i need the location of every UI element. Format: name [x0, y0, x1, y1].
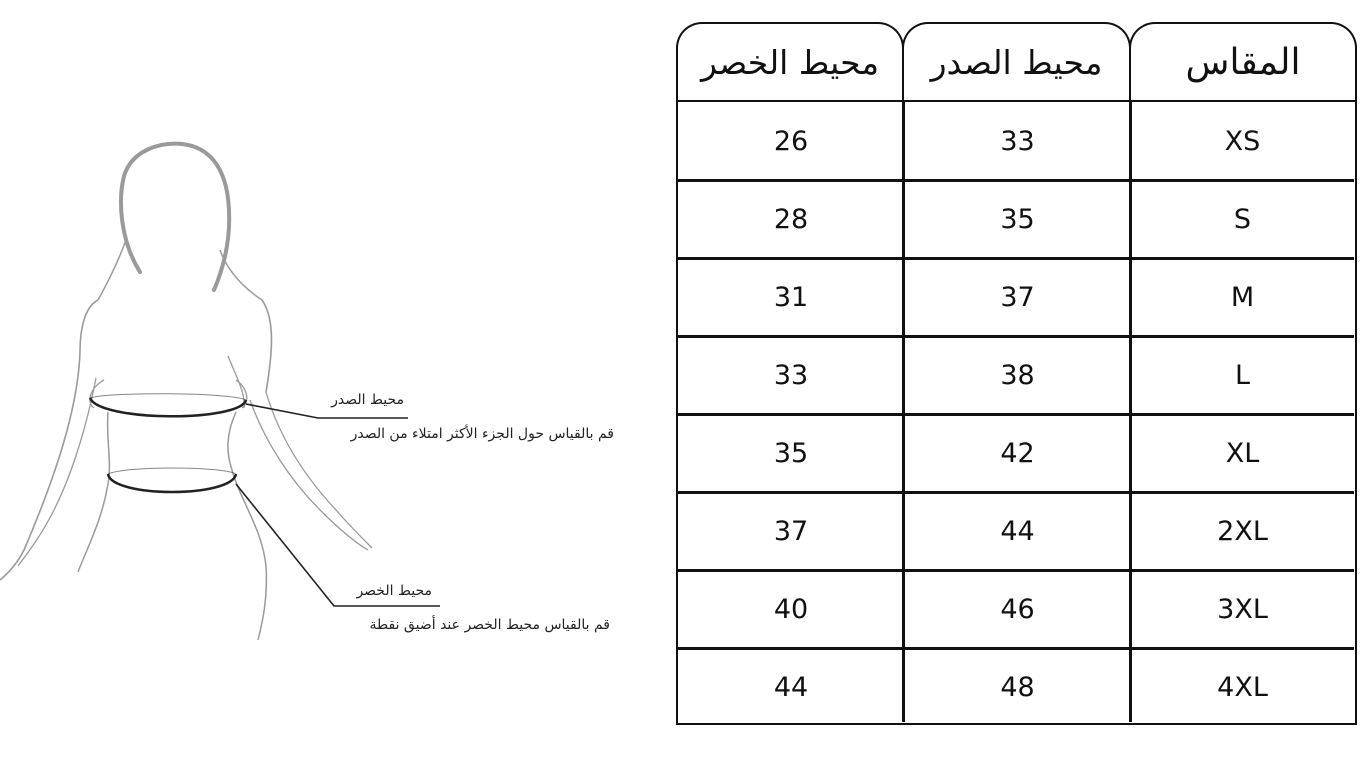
cell-waist: 35	[773, 437, 809, 469]
table-row	[678, 570, 1354, 648]
chest-instruction: قم بالقياس حول الجزء الأكثر امتلاء من الصدر	[350, 426, 614, 442]
cell-waist: 37	[773, 515, 809, 547]
cell-size: 2XL	[1217, 515, 1268, 547]
header-waist: محيط الخصر	[676, 22, 904, 100]
woman-silhouette-illustration	[0, 0, 660, 773]
cell-size: XS	[1224, 125, 1261, 157]
table-row	[678, 336, 1354, 414]
cell-size: 4XL	[1217, 671, 1268, 703]
table-row	[678, 492, 1354, 570]
table-row	[678, 102, 1354, 180]
cell-chest: 38	[1000, 359, 1035, 391]
header-chest: محيط الصدر	[902, 22, 1131, 100]
body-measurement-figure	[0, 0, 660, 773]
size-chart-table	[676, 22, 1357, 725]
cell-waist: 26	[773, 125, 809, 157]
waist-label: محيط الخصر	[356, 583, 432, 599]
cell-chest: 35	[1000, 203, 1035, 235]
cell-chest: 37	[1000, 281, 1035, 313]
header-size: المقاس	[1129, 22, 1357, 100]
cell-waist: 40	[773, 593, 809, 625]
table-row	[678, 414, 1354, 492]
cell-waist: 33	[773, 359, 809, 391]
cell-size: 3XL	[1217, 593, 1268, 625]
cell-waist: 31	[773, 281, 809, 313]
cell-chest: 48	[1000, 671, 1035, 703]
cell-waist: 44	[773, 671, 809, 703]
cell-waist: 28	[773, 203, 809, 235]
cell-size: M	[1230, 281, 1255, 313]
cell-chest: 44	[1000, 515, 1035, 547]
cell-chest: 46	[1000, 593, 1035, 625]
size-table-body	[676, 100, 1357, 725]
cell-size: L	[1234, 359, 1251, 391]
chest-label: محيط الصدر	[331, 392, 404, 408]
table-row	[678, 648, 1354, 726]
table-row	[678, 258, 1354, 336]
cell-chest: 42	[1000, 437, 1035, 469]
cell-size: S	[1233, 203, 1252, 235]
table-row	[678, 180, 1354, 258]
waist-instruction: قم بالقياس محيط الخصر عند أضيق نقطة	[369, 617, 610, 633]
cell-size: XL	[1225, 437, 1260, 469]
cell-chest: 33	[1000, 125, 1035, 157]
